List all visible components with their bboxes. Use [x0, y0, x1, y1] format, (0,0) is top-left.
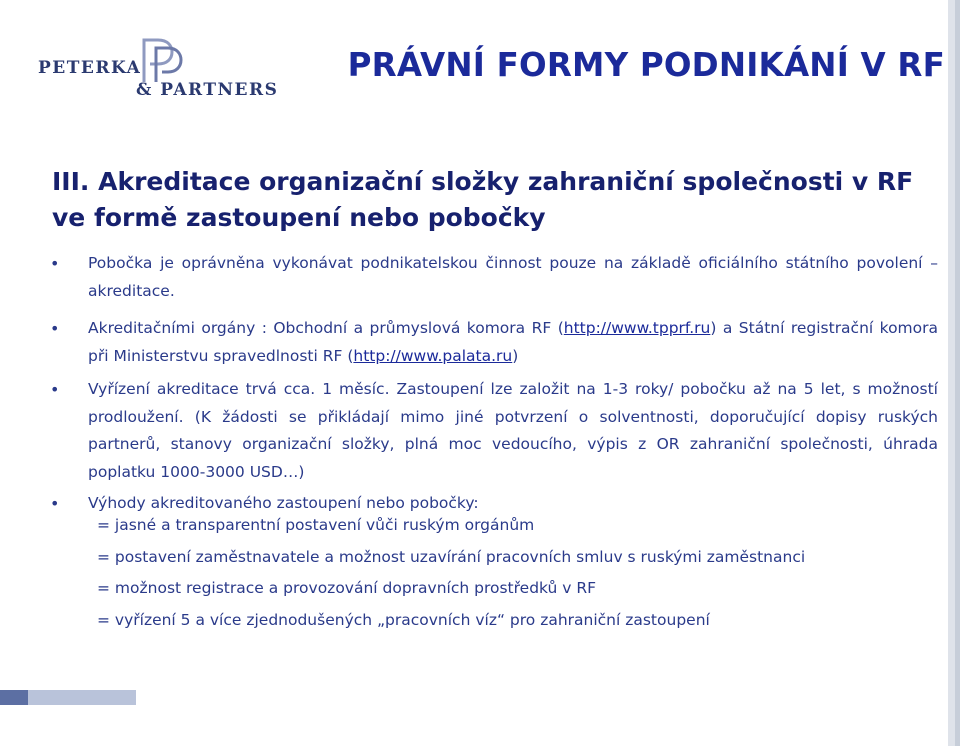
bullet-text-suffix: )	[512, 346, 519, 365]
logo-peterka-text: PETERKA	[38, 58, 142, 78]
bullet-icon: •	[50, 319, 60, 338]
bullet-item-authorities	[48, 315, 938, 370]
logo-partners-text: & PARTNERS	[136, 80, 279, 100]
bullet-item-branch	[48, 250, 938, 305]
advantage-item: = postavení zaměstnavatele a možnost uzavírání pracovních smluv s ruskými zaměstnanci	[97, 547, 806, 566]
bullet-item-duration	[48, 376, 938, 486]
advantage-item: = vyřízení 5 a více zjednodušených „pracovních víz“ pro zahraniční zastoupení	[97, 610, 710, 629]
bullet-text: Pobočka je oprávněna vykonávat podnikatelskou činnost pouze na základě oficiálního státního povolení – akreditace.	[88, 254, 938, 300]
bullet-icon: •	[50, 494, 60, 513]
bullet-icon: •	[50, 380, 60, 399]
advantage-item: = jasné a transparentní postavení vůči ruským orgánům	[97, 516, 535, 534]
bullet-icon: •	[50, 254, 60, 273]
tpprf-link[interactable]: http://www.tpprf.ru	[563, 319, 711, 337]
bullet-text: Vyřízení akreditace trvá cca. 1 měsíc. Zastoupení lze založit na 1-3 roky/ pobočku až na 5 let, s možností prodloužení. (K žádosti se přikládají mimo jiné potvrzení o solventnosti, doporučující dopisy ruských partnerů, stanovy organizační složky, plná moc vedoucího, výpis z OR zahraniční společnosti, úhrada poplatku 1000-3000 USD…)	[88, 380, 938, 481]
advantage-item: = možnost registrace a provozování dopravních prostředků v RF	[97, 579, 597, 597]
pp-monogram-icon	[138, 38, 184, 84]
slide-title: PRÁVNÍ FORMY PODNIKÁNÍ V RF	[347, 46, 945, 84]
advantages-list	[97, 510, 927, 636]
bullet-list	[48, 250, 938, 518]
bullet-text-prefix: Akreditačními orgány : Obchodní a průmyslová komora RF (	[88, 319, 564, 337]
bullet-text-mid: ) a Státní registrační komora při Ministerstvu spravedlnosti RF (	[88, 319, 938, 365]
section-heading: III. Akreditace organizační složky zahraniční společnosti v RF ve formě zastoupení nebo pobočky	[52, 167, 914, 232]
palata-link[interactable]: http://www.palata.ru	[353, 346, 513, 365]
bullet-text: Výhody akreditovaného zastoupení nebo pobočky:	[88, 494, 479, 512]
company-logo	[38, 38, 278, 104]
right-edge-accent	[955, 0, 960, 746]
bottom-decor-accent	[0, 690, 28, 705]
